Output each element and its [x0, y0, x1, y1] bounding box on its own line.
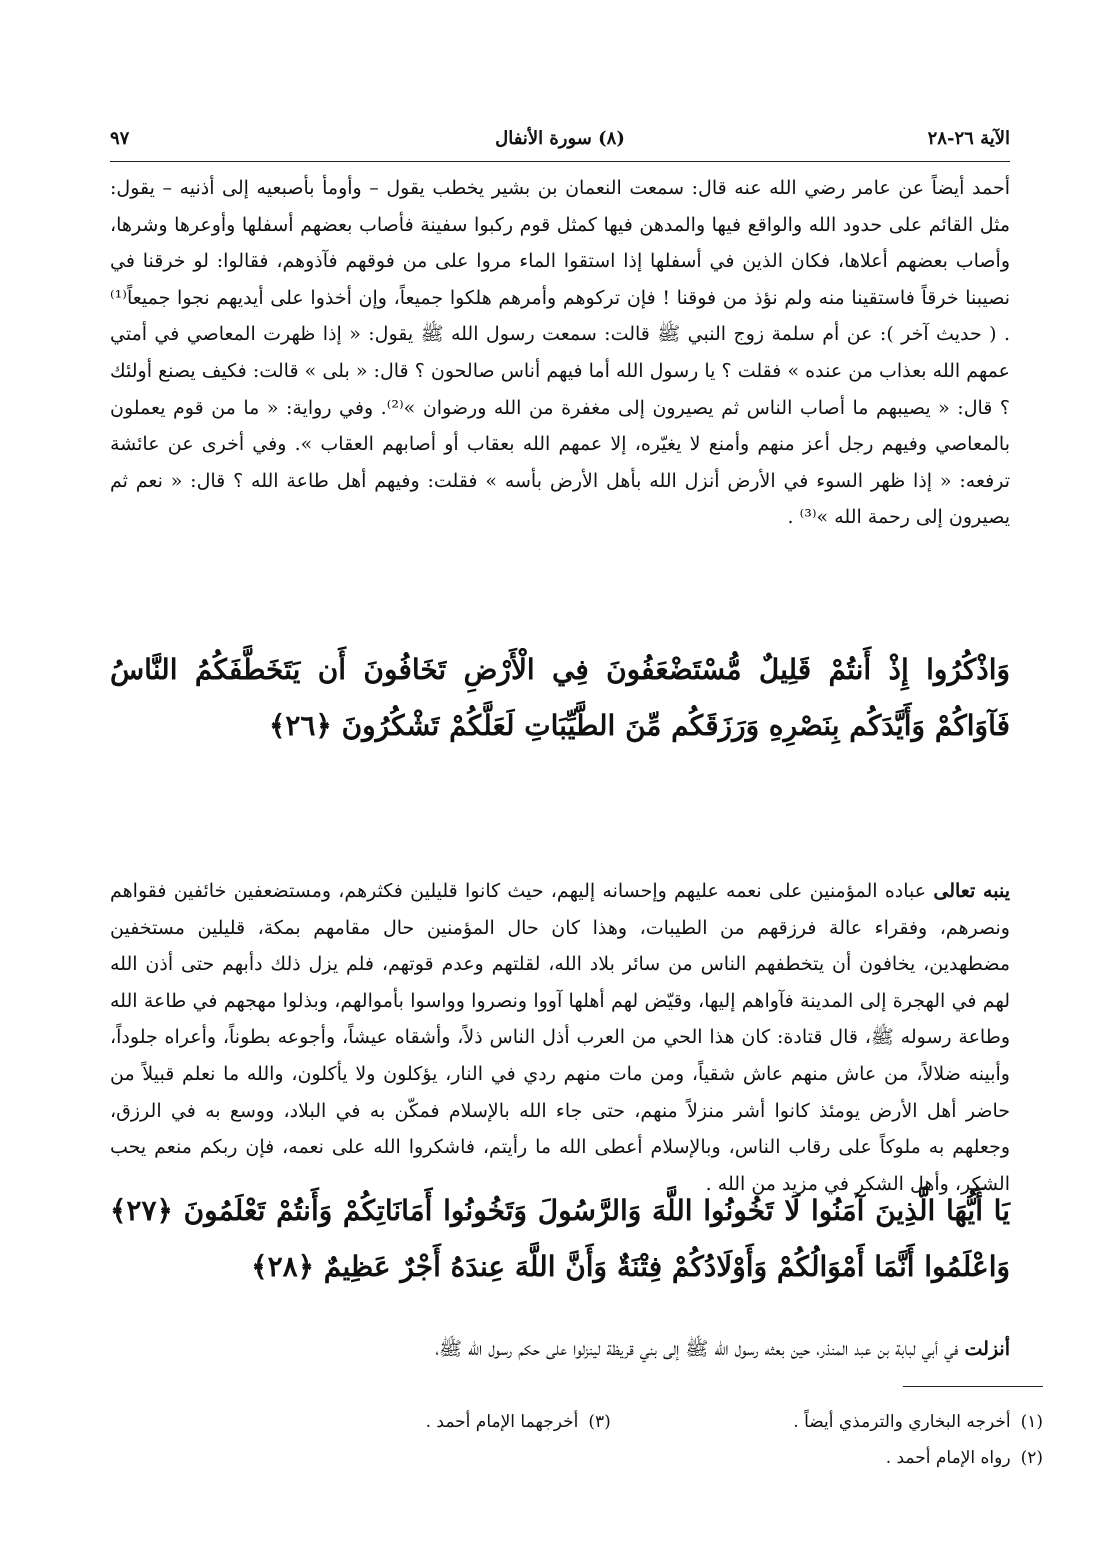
page-header: [110, 124, 1010, 158]
footnote: [573, 1440, 1043, 1476]
footnote: [243, 1404, 611, 1440]
footnote-marker: (٢): [1020, 1448, 1043, 1468]
tafsir-paragraph: [110, 873, 1010, 1202]
footnote-text: رواه الإمام أحمد .: [885, 1448, 1011, 1468]
tafsir-paragraph: [110, 1331, 1010, 1368]
paragraph-lead: أنزلت: [964, 1338, 1010, 1360]
paragraph-lead: ينبه تعالى: [933, 880, 1010, 902]
quran-verse-26: وَاذْكُرُوا إِذْ أَنتُمْ قَلِيلٌ مُّسْتَضْعَفُونَ فِي الْأَرْضِ تَخَافُونَ أَن يَتَخَطَّفَكُمُ النَّاسُ فَآوَاكُمْ وَأَيَّدَكُم بِنَصْرِهِ وَرَزَقَكُم مِّنَ الطَّيِّبَاتِ لَعَلَّكُمْ تَشْكُرُونَ ﴿٢٦﴾: [110, 653, 1010, 742]
footnotes: [243, 1404, 1043, 1476]
footnote-text: أخرجه البخاري والترمذي أيضاً .: [793, 1412, 1011, 1432]
page-number: ٩٧: [110, 128, 130, 149]
footnote-marker: (١): [1020, 1412, 1043, 1432]
header-divider: [110, 161, 1010, 162]
footnote-divider: [903, 1386, 1043, 1387]
footnote-row: [243, 1440, 1043, 1476]
paragraph-body: عباده المؤمنين على نعمه عليهم وإحسانه إليهم، حيث كانوا قليلين فكثرهم، ومستضعفين خائفين فقواهم ونصرهم، وفقراء عالة فرزقهم من الطيبات، وهذا كان حال المؤمنين حال مقامهم بمكة، قليلين مستخفين مضطهدين، يخافون أن يتخطفهم الناس من سائر بلاد الله، لقلتهم وعدم قوتهم، فلم يزل ذلك دأبهم حتى أذن الله لهم في الهجرة إلى المدينة فآواهم إليها، وقيّض لهم أهلها آووا ونصروا وواسوا بأموالهم، وبذلوا مهجهم في طاعة الله وطاعة رسوله ﷺ، قال قتادة: كان هذا الحي من العرب أذل الناس ذلاً، وأشقاه عيشاً، وأجوعه بطوناً، وأعراه جلوداً، وأبينه ضلالاً، من عاش منهم عاش شقياً، ومن مات منهم ردي في النار، يؤكلون ولا يأكلون، والله ما نعلم قبيلاً من حاضر أهل الأرض يومئذ كانوا أشر منزلاً منهم، حتى جاء الله بالإسلام فمكّن به في البلاد، ووسع به في الرزق، وجعلهم به ملوكاً على رقاب الناس، وبالإسلام أعطى الله ما رأيتم، فاشكروا الله على نعمه، فإن ربكم منعم يحب الشكر، وأهل الشكر في مزيد من الله .: [110, 880, 1010, 1195]
surah-title: (٨) سورة الأنفال: [495, 128, 625, 149]
footnote-text: أخرجهما الإمام أحمد .: [425, 1412, 579, 1432]
footnote-row: [243, 1404, 1043, 1440]
quran-verses-27-28: يَا أَيُّهَا الَّذِينَ آمَنُوا لَا تَخُونُوا اللَّهَ وَالرَّسُولَ وَتَخُونُوا أَمَانَاتِكُمْ وَأَنتُمْ تَعْلَمُونَ ﴿٢٧﴾ وَاعْلَمُوا أَنَّمَا أَمْوَالُكُمْ وَأَوْلَادُكُمْ فِتْنَةٌ وَأَنَّ اللَّهَ عِندَهُ أَجْرٌ عَظِيمٌ ﴿٢٨﴾: [110, 1194, 1010, 1283]
tafsir-paragraph: أحمد أيضاً عن عامر رضي الله عنه قال: سمعت النعمان بن بشير يخطب يقول – وأومأ بأصبعيه إلى أذنيه – يقول: مثل القائم على حدود الله والواقع فيها والمدهن فيها كمثل قوم ركبوا سفينة فأصاب بعضهم أسفلها وأوعرها وشرها، وأصاب بعضهم أعلاها، فكان الذين في أسفلها إذا استقوا الماء مروا على من فوقهم فآذوهم، فقالوا: لو خرقنا في نصيبنا خرقاً فاستقينا منه ولم نؤذ من فوقنا ! فإن تركوهم وأمرهم هلكوا جميعاً، وإن أخذوا على أيديهم نجوا جميعاً⁽¹⁾ . ( حديث آخر ): عن أم سلمة زوج النبي ﷺ قالت: سمعت رسول الله ﷺ يقول: « إذا ظهرت المعاصي في أمتي عمهم الله بعذاب من عنده » فقلت ؟ يا رسول الله أما فيهم أناس صالحون ؟ قال: « بلى » قالت: فكيف يصنع أولئك ؟ قال: « يصيبهم ما أصاب الناس ثم يصيرون إلى مغفرة من الله ورضوان »⁽²⁾. وفي رواية: « ما من قوم يعملون بالمعاصي وفيهم رجل أعز منهم وأمنع لا يغيّره، إلا عمهم الله بعقاب أو أصابهم العقاب ». وفي أخرى عن عائشة ترفعه: « إذا ظهر السوء في الأرض أنزل الله بأهل الأرض بأسه » فقلت: وفيهم أهل طاعة الله ؟ قال: « نعم ثم يصيرون إلى رحمة الله »⁽³⁾ .: [110, 177, 1010, 529]
footnote: [611, 1404, 1043, 1440]
paragraph-body: في أبي لبابة بن عبد المنذر، حين بعثه رسول الله ﷺ إلى بني قريظة لينزلوا على حكم رسول الله ﷺ،: [435, 1338, 965, 1360]
verse-range: الآية ٢٦-٢٨: [927, 128, 1010, 149]
footnote-marker: (٣): [588, 1412, 611, 1432]
